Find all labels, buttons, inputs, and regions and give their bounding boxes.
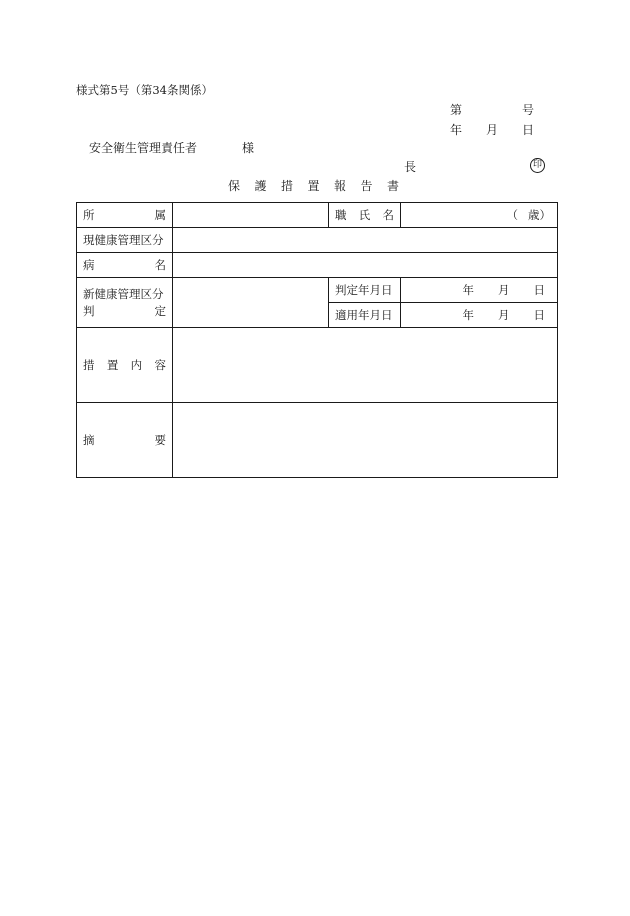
affiliation-field[interactable] [173, 203, 329, 228]
addressee: 安全衛生管理責任者 [89, 141, 198, 155]
seal-mark: 印 [530, 158, 545, 173]
affiliation-label [77, 203, 173, 228]
document-title: 保護措置報告書 [228, 179, 414, 193]
measures-label-char: 措 [83, 358, 95, 372]
remarks-label [77, 403, 173, 478]
date-month: 月 [485, 123, 498, 137]
new-health-label-line1: 新健康管理区分 [83, 286, 164, 301]
row-new-health-1 [77, 278, 558, 303]
apply-month: 月 [498, 308, 510, 322]
row-measures [77, 328, 558, 403]
name-label [329, 203, 401, 228]
measures-label-char: 置 [106, 358, 119, 372]
current-health-field[interactable] [173, 228, 558, 253]
apply-date-label: 適用年月日 [329, 303, 401, 328]
new-health-label [77, 278, 173, 328]
date-day: 日 [521, 123, 534, 137]
apply-day: 日 [533, 308, 545, 322]
name-field[interactable] [401, 203, 558, 228]
document-number [450, 104, 534, 116]
honorific: 様 [242, 141, 255, 155]
row-disease [77, 253, 558, 278]
judgment-year: 年 [462, 283, 474, 297]
apply-date-field[interactable] [401, 303, 558, 328]
sender-title: 長 [404, 160, 417, 174]
row-remarks [77, 403, 558, 478]
disease-label-char: 名 [154, 258, 166, 272]
affiliation-label-char: 属 [154, 208, 166, 222]
judgment-day: 日 [533, 283, 545, 297]
disease-field[interactable] [173, 253, 558, 278]
age-field [407, 207, 551, 223]
form-number: 様式第5号（第34条関係） [76, 83, 213, 97]
remarks-label-char: 摘 [83, 433, 95, 447]
measures-field[interactable] [173, 328, 558, 403]
affiliation-label-char: 所 [83, 208, 95, 222]
name-label-char: 氏 [358, 208, 371, 222]
measures-label-char: 内 [130, 358, 143, 372]
date-year: 年 [450, 123, 463, 137]
disease-label-char: 病 [83, 258, 95, 272]
age-open: （ [506, 208, 518, 222]
apply-year: 年 [462, 308, 474, 322]
measures-label-char: 容 [154, 358, 166, 372]
name-label-char: 名 [382, 208, 394, 222]
judgment-date-label: 判定年月日 [329, 278, 401, 303]
disease-label [77, 253, 173, 278]
name-label-char: 職 [335, 208, 347, 222]
row-affiliation [77, 203, 558, 228]
age-close: 歳） [528, 208, 551, 222]
judgment-date-field[interactable] [401, 278, 558, 303]
current-health-label: 現健康管理区分 [77, 228, 173, 253]
number-suffix: 号 [521, 103, 534, 117]
report-form-table [76, 202, 558, 478]
remarks-field[interactable] [173, 403, 558, 478]
measures-label [77, 328, 173, 403]
remarks-label-char: 要 [154, 433, 166, 447]
number-prefix: 第 [450, 103, 463, 117]
document-date [450, 124, 534, 136]
row-current-health [77, 228, 558, 253]
new-health-label-char: 判 [83, 303, 95, 318]
judgment-month: 月 [498, 283, 510, 297]
new-health-field[interactable] [173, 278, 329, 328]
new-health-label-char: 定 [154, 303, 166, 318]
